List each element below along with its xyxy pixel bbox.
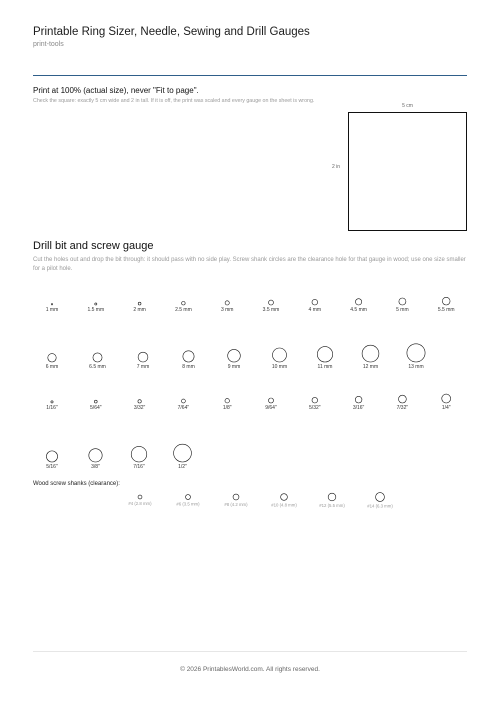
metric-hole bbox=[138, 352, 148, 362]
imperial-hole-label: 7/16" bbox=[133, 464, 145, 470]
imperial-hole bbox=[94, 400, 97, 403]
metric-hole bbox=[355, 299, 361, 305]
metric-hole bbox=[93, 353, 102, 362]
metric-hole-label: 1.5 mm bbox=[87, 307, 105, 313]
metric-hole bbox=[407, 344, 425, 362]
imperial-hole bbox=[268, 398, 273, 403]
imperial-hole bbox=[89, 449, 102, 462]
imperial-hole bbox=[46, 451, 57, 462]
metric-hole-label: 2 mm bbox=[133, 307, 146, 313]
metric-hole-label: 4 mm bbox=[308, 307, 322, 313]
imperial-hole bbox=[225, 399, 229, 403]
imperial-hole bbox=[138, 400, 141, 403]
footer-copyright: © 2026 PrintablesWorld.com. All rights reserved. bbox=[180, 666, 320, 673]
wood-screw-hole bbox=[376, 493, 385, 502]
imperial-hole-label: 5/64" bbox=[90, 405, 102, 411]
metric-hole-label: 3.5 mm bbox=[262, 307, 280, 313]
metric-hole bbox=[138, 302, 141, 305]
imperial-hole bbox=[399, 395, 407, 403]
imperial-hole bbox=[131, 446, 147, 462]
imperial-hole-label: 7/32" bbox=[396, 405, 409, 411]
metric-hole-label: 12 mm bbox=[362, 364, 379, 370]
metric-hole bbox=[269, 300, 274, 305]
metric-hole-label: 5.5 mm bbox=[437, 307, 455, 313]
wood-screw-hole bbox=[233, 494, 239, 500]
imperial-hole bbox=[181, 399, 185, 403]
wood-screw-hole bbox=[328, 493, 336, 501]
metric-hole bbox=[182, 302, 186, 306]
metric-hole-label: 2.5 mm bbox=[175, 307, 192, 313]
wood-screw-hole-label: #10 (4.8 mm) bbox=[271, 502, 297, 508]
imperial-hole-label: 1/4" bbox=[441, 405, 451, 411]
imperial-hole bbox=[442, 394, 451, 403]
imperial-hole-label: 3/32" bbox=[133, 405, 146, 411]
imperial-hole-label: 9/64" bbox=[265, 405, 277, 411]
metric-hole-label: 1 mm bbox=[45, 307, 59, 313]
metric-hole-label: 7 mm bbox=[136, 364, 150, 370]
imperial-hole bbox=[355, 396, 362, 403]
metric-hole-label: 8 mm bbox=[182, 364, 195, 370]
wood-screw-label: Wood screw shanks (clearance): bbox=[33, 481, 120, 487]
calibration-width-label: 5 cm bbox=[402, 103, 413, 109]
wood-screw-hole bbox=[186, 495, 191, 500]
imperial-hole bbox=[312, 397, 318, 403]
imperial-hole bbox=[174, 444, 192, 462]
drill-gauge-heading: Drill bit and screw gauge bbox=[33, 240, 154, 252]
imperial-hole-label: 3/16" bbox=[352, 405, 365, 411]
imperial-hole-label: 1/8" bbox=[222, 405, 232, 411]
imperial-hole-label: 7/64" bbox=[177, 405, 190, 411]
calibration-heading: Print at 100% (actual size), never "Fit to page". bbox=[33, 86, 199, 95]
wood-screw-hole-label: #14 (6.3 mm) bbox=[367, 503, 393, 509]
page-title: Printable Ring Sizer, Needle, Sewing and Drill Gauges bbox=[33, 26, 310, 38]
metric-hole bbox=[399, 298, 406, 305]
wood-screw-hole-label: #6 (3.5 mm) bbox=[176, 501, 200, 507]
wood-screw-hole-label: #4 (2.8 mm) bbox=[128, 500, 152, 506]
imperial-hole-label: 5/32" bbox=[309, 405, 321, 411]
page-subtitle: print-tools bbox=[33, 41, 64, 48]
drill-gauge-note: Cut the holes out and drop the bit through: it should pass with no side play. Screw shank circles are the clearance hole for that gauge in wood; use one size smaller for a pilot hole. bbox=[33, 257, 466, 272]
metric-hole-label: 5 mm bbox=[396, 307, 409, 313]
metric-hole bbox=[95, 303, 97, 305]
imperial-hole-label: 1/16" bbox=[46, 405, 58, 411]
metric-hole bbox=[273, 348, 287, 362]
wood-screw-hole-label: #8 (4.2 mm) bbox=[224, 501, 248, 507]
metric-hole-label: 13 mm bbox=[408, 364, 424, 370]
metric-hole bbox=[51, 304, 52, 305]
metric-hole-label: 9 mm bbox=[227, 364, 241, 370]
wood-screw-hole bbox=[281, 494, 288, 501]
wood-screw-hole bbox=[138, 495, 142, 499]
metric-hole bbox=[362, 345, 379, 362]
metric-hole bbox=[317, 347, 332, 362]
metric-hole bbox=[48, 354, 56, 362]
metric-hole-label: 10 mm bbox=[271, 364, 288, 370]
metric-hole-label: 6 mm bbox=[45, 364, 59, 370]
metric-hole bbox=[442, 297, 450, 305]
metric-hole bbox=[312, 299, 318, 305]
imperial-hole bbox=[51, 401, 53, 403]
metric-hole bbox=[183, 351, 194, 362]
imperial-hole-label: 5/16" bbox=[46, 464, 58, 470]
imperial-hole-label: 3/8" bbox=[91, 464, 100, 470]
metric-hole bbox=[225, 301, 229, 305]
calibration-height-label: 2 in bbox=[332, 164, 341, 170]
metric-hole-label: 4.5 mm bbox=[350, 307, 367, 313]
imperial-hole-label: 1/2" bbox=[178, 464, 187, 470]
calibration-note: Check the square: exactly 5 cm wide and 2 in tall. If it is off, the print was scaled and every gauge on the sheet is wrong. bbox=[33, 98, 315, 104]
metric-hole bbox=[228, 349, 241, 362]
wood-screw-hole-label: #12 (5.5 mm) bbox=[319, 502, 345, 508]
footer-divider bbox=[33, 651, 467, 652]
metric-hole-label: 6.5 mm bbox=[89, 364, 106, 370]
metric-hole-label: 11 mm bbox=[317, 364, 333, 370]
metric-hole-label: 3 mm bbox=[220, 307, 234, 313]
